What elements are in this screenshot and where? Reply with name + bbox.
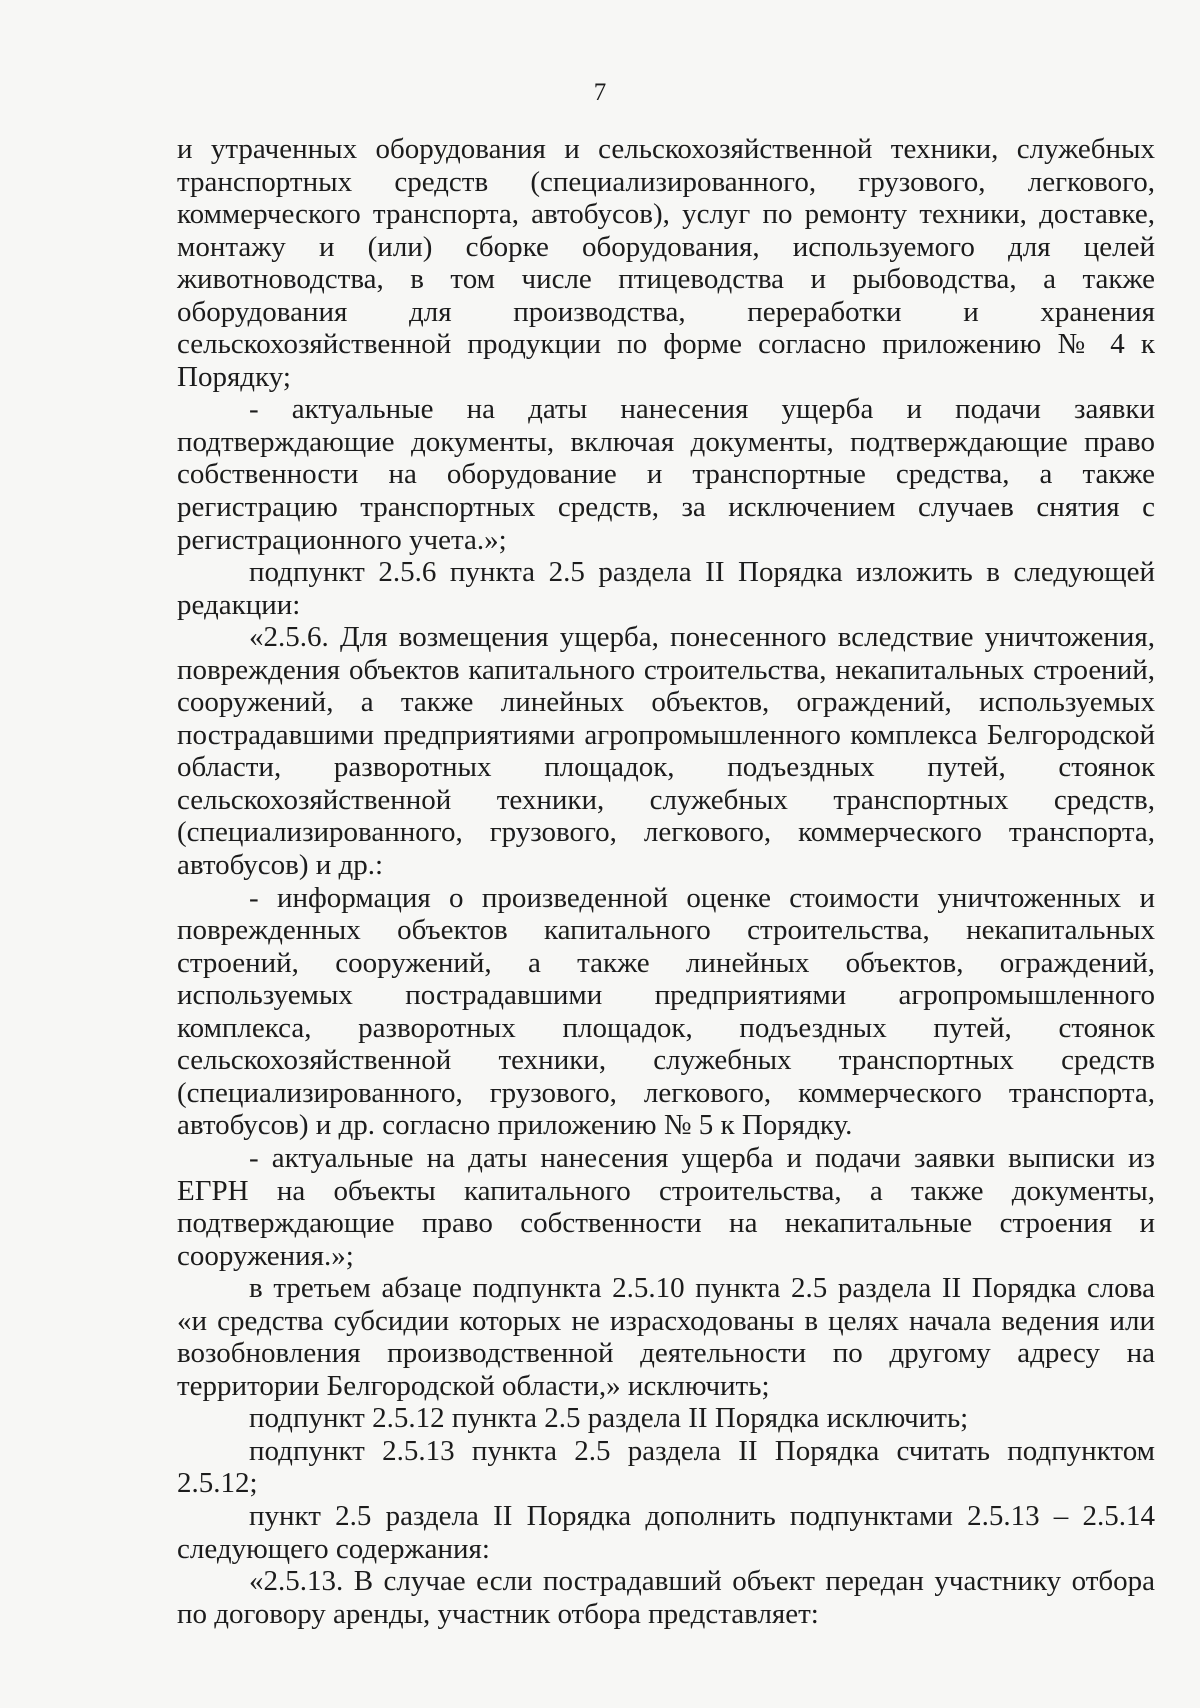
paragraph-bullet-ownership-docs: - актуальные на даты нанесения ущерба и подачи заявки подтверждающие документы, включая документы, подтверждающие право собственности на оборудование и транспортные средства, а также регистрацию транспортных средств, за исключением случаев снятия с регистрационного учета.»; xyxy=(177,393,1155,556)
paragraph-renumber-2-5-13: подпункт 2.5.13 пункта 2.5 раздела II Порядка считать подпунктом 2.5.12; xyxy=(177,1434,1155,1500)
document-body xyxy=(177,133,1155,1630)
paragraph-2-5-6-text: «2.5.6. Для возмещения ущерба, понесенного вследствие уничтожения, повреждения объектов капитального строительства, некапитальных строений, сооружений, а также линейных объектов, ограждений, используемых пострадавшими предприятиями агропромышленного комплекса Белгородской области, разворотных площадок, подъездных путей, стоянок сельскохозяйственной техники, служебных транспортных средств, (специализированного, грузового, легкового, коммерческого транспорта, автобусов) и др.: xyxy=(177,621,1155,882)
paragraph-amend-2-5-6: подпункт 2.5.6 пункта 2.5 раздела II Порядка изложить в следующей редакции: xyxy=(177,556,1155,621)
paragraph-bullet-valuation-info: - информация о произведенной оценке стоимости уничтоженных и поврежденных объектов капитального строительства, некапитальных строений, сооружений, а также линейных объектов, ограждений, используемых пострадавшими предприятиями агропромышленного комплекса, разворотных площадок, подъездных путей, стоянок сельскохозяйственной техники, служебных транспортных средств (специализированного, грузового, легкового, коммерческого транспорта, автобусов) и др. согласно приложению № 5 к Порядку. xyxy=(177,881,1155,1142)
paragraph-bullet-egrn-extracts: - актуальные на даты нанесения ущерба и подачи заявки выписки из ЕГРН на объекты капитального строительства, а также документы, подтверждающие право собственности на некапитальные строения и сооружения.»; xyxy=(177,1141,1155,1272)
paragraph-add-2-5-13-2-5-14: пункт 2.5 раздела II Порядка дополнить подпунктами 2.5.13 – 2.5.14 следующего содержания: xyxy=(177,1499,1155,1565)
paragraph-2-5-13-text: «2.5.13. В случае если пострадавший объект передан участнику отбора по договору аренды, участник отбора представляет: xyxy=(177,1565,1155,1630)
paragraph-exclude-2-5-12: подпункт 2.5.12 пункта 2.5 раздела II Порядка исключить; xyxy=(249,1402,969,1435)
paragraph-amend-2-5-10: в третьем абзаце подпункта 2.5.10 пункта 2.5 раздела II Порядка слова «и средства субсидии которых не израсходованы в целях начала ведения или возобновления производственной деятельности по другому адресу на территории Белгородской области,» исключить; xyxy=(177,1272,1155,1402)
page-number: 7 xyxy=(593,79,607,106)
paragraph-continuation: и утраченных оборудования и сельскохозяйственной техники, служебных транспортных средств (специализированного, грузового, легкового, коммерческого транспорта, автобусов), услуг по ремонту техники, доставке, монтажу и (или) сборке оборудования, используемого для целей животноводства, в том числе птицеводства и рыбоводства, а также оборудования для производства, переработки и хранения сельскохозяйственной продукции по форме согласно приложению № 4 к Порядку; xyxy=(177,133,1155,393)
